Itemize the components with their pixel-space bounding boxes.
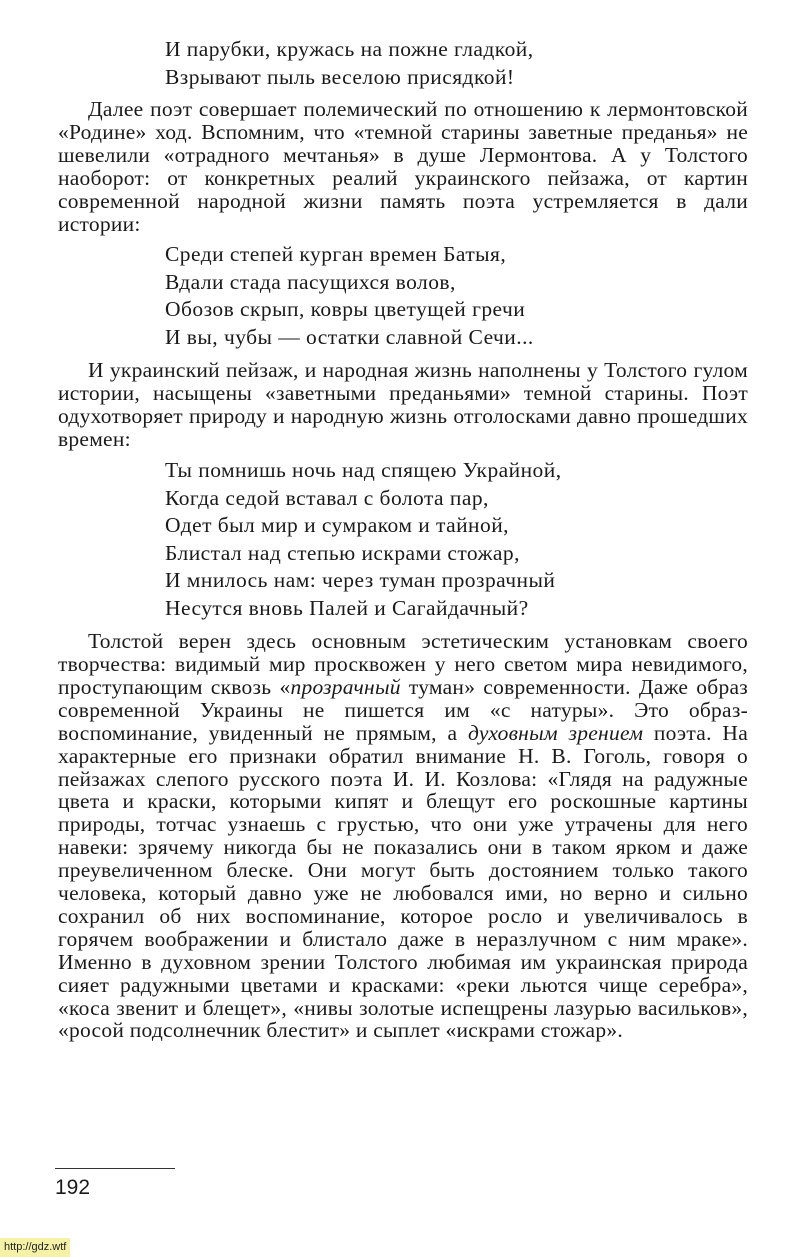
footer-divider [55,1168,175,1169]
verse-stanza-1 [165,36,748,91]
book-page [58,36,748,1042]
verse-line: Одет был мир и сумраком и тайной, [165,513,509,538]
page-number: 192 [55,1176,91,1199]
paragraph-3 [58,630,748,1042]
paragraph-2: И украинский пейзаж, и народная жизнь наполнены у Толстого гулом истории, насыщены «заветными преданьями» темной старины. Поэт одухотворяет природу и народную жизнь отголосками давно прошедших времен: [58,358,748,452]
verse-line: Обозов скрып, ковры цветущей гречи [165,297,526,322]
verse-line: Несутся вновь Палей и Сагайдачный? [165,595,529,620]
verse-line: Среди степей курган времен Батыя, [165,242,507,267]
verse-line: Взрывают пыль веселою присядкой! [165,64,515,89]
paragraph-3-text-c: поэта. На характерные его признаки обратил внимание Н. В. Гоголь, говоря о пейзажах слепого русского поэта И. И. Козлова: «Глядя на радужные цвета и краски, которыми кипят и блещут его роскошные картины природы, тотчас узнаешь с грустью, что они уже утрачены для него навеки: зрячему никогда бы не показались они в таком ярком и даже преувеличенном блеске. Они могут быть достоянием только такого человека, который давно уже не любовался ими, но верно и сильно сохранил об них воспоминание, которое росло и увеличивалось в горячем воображении и блистало даже в неразлучном с ним мраке». Именно в духовном зрении Толстого любимая им украинская природа сияет радужными цветами и красками: «реки льются чище серебра», «коса звенит и блещет», «нивы золотые испещрены лазурью васильков», «росой подсолнечник блестит» и сыплет «искрами стожар». [58,720,748,1043]
verse-line: Ты помнишь ночь над спящею Украйной, [165,458,562,483]
paragraph-3-text-a: Толстой верен здесь основным эстетическим установкам своего творчества: видимый мир просквожен у него светом мира невидимого, проступающим сквозь « [58,629,748,699]
verse-line: И мнилось нам: через туман прозрачный [165,568,556,593]
paragraph-1: Далее поэт совершает полемический по отношению к лермонтовской «Родине» ход. Вспомним, что «темной старины заветные преданья» не шевелили «отрадного мечтанья» в душе Лермонтова. А у Толстого наоборот: от конкретных реалий украинского пейзажа, от картин современной народной жизни память поэта устремляется в дали истории: [58,97,748,236]
italic-term-transparent: прозрачный [290,674,401,699]
paragraph-3-text-b: туман» современности. Даже образ современной Украины не пишется им «с натуры». Это образ-воспоминание, увиденный не прямым, а [58,674,749,745]
verse-stanza-3 [165,457,748,622]
verse-line: И парубки, кружась на пожне гладкой, [165,37,534,61]
verse-line: И вы, чубы — остатки славной Сечи... [165,324,534,349]
italic-term-spiritual-vision: духовным зрением [467,720,644,745]
verse-line: Когда седой вставал с болота пар, [165,485,489,510]
verse-line: Вдали стада пасущихся волов, [165,269,456,294]
verse-line: Блистал над степью искрами стожар, [165,540,520,565]
watermark-link[interactable]: http://gdz.wtf [0,1238,70,1257]
verse-stanza-2 [165,241,748,351]
